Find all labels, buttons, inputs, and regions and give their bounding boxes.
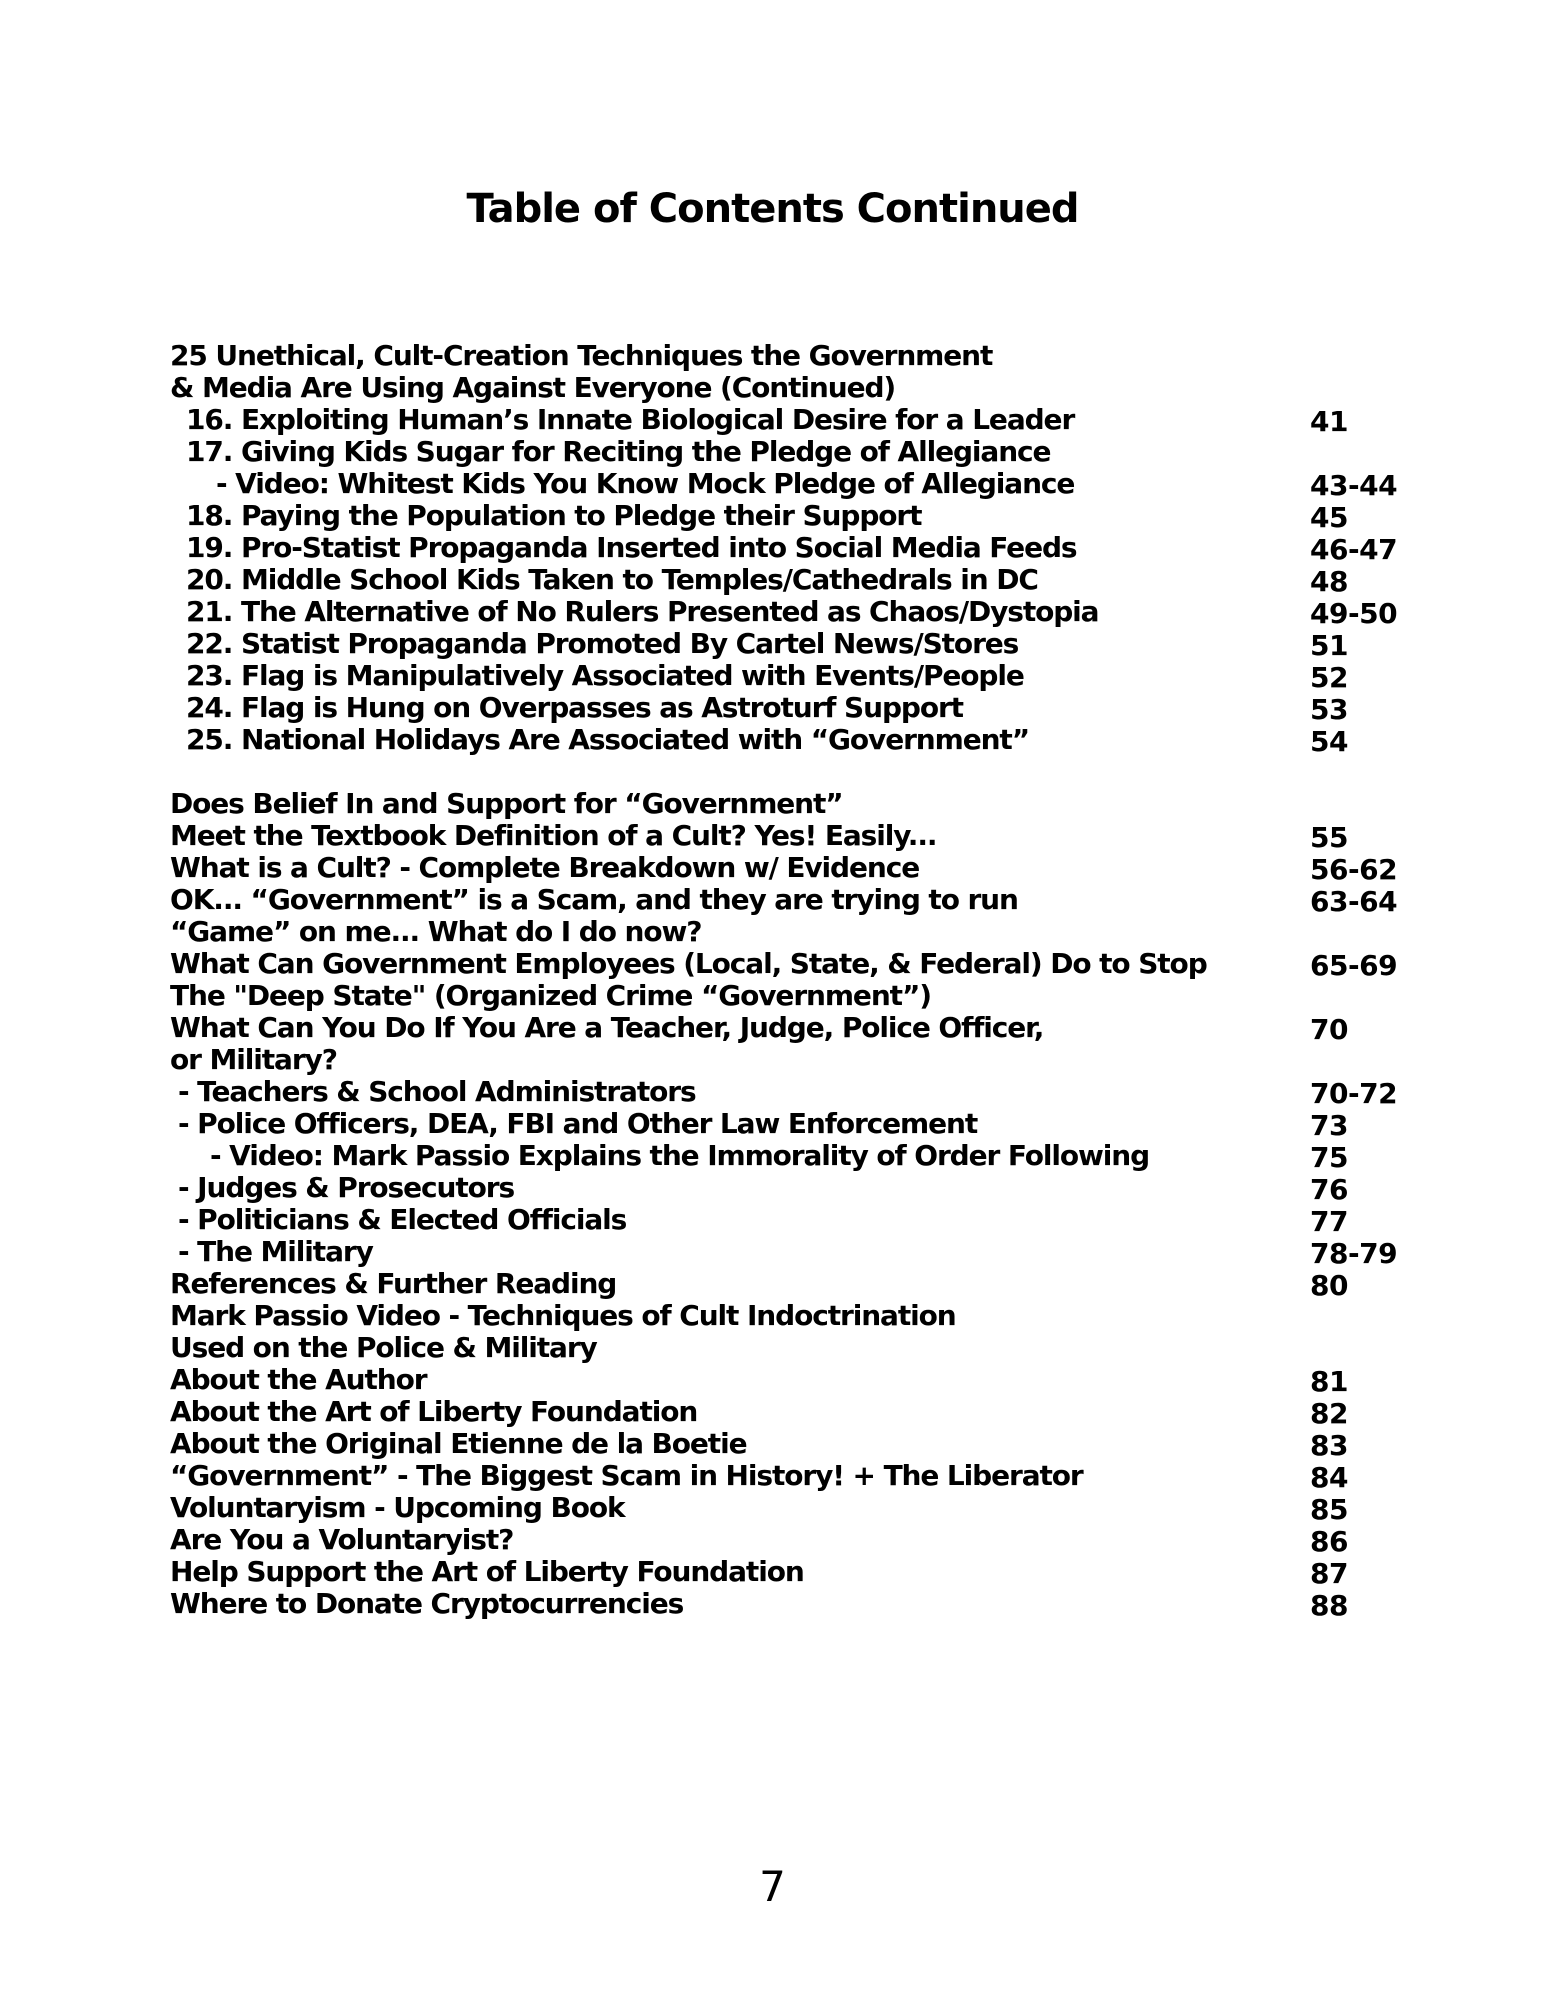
page-title: Table of Contents Continued [466, 186, 1079, 232]
toc-entry-title: Meet the Textbook Definition of a Cult? Yes! Easily... [170, 819, 937, 852]
toc-entry [170, 916, 1420, 948]
toc-entry [170, 660, 1420, 692]
toc-entry [170, 692, 1420, 724]
toc-entry-page-number: 63-64 [1310, 885, 1398, 918]
toc-entry-title: 20. Middle School Kids Taken to Temples/Cathedrals in DC [186, 563, 1038, 596]
toc-entry-title: What Can Government Employees (Local, State, & Federal) Do to Stop [170, 947, 1207, 980]
toc-entry-title: 25. National Holidays Are Associated with “Government” [186, 723, 1030, 756]
toc-entry [170, 1428, 1420, 1460]
toc-entry [170, 1364, 1420, 1396]
toc-entry-title: Does Belief In and Support for “Government” [170, 787, 843, 820]
toc-entry-title: 24. Flag is Hung on Overpasses as Astroturf Support [186, 691, 963, 724]
toc-entry-title: About the Art of Liberty Foundation [170, 1395, 698, 1428]
toc-entry-page-number: 88 [1310, 1589, 1348, 1622]
toc-entry [170, 724, 1420, 756]
toc-entry-title: What is a Cult? - Complete Breakdown w/ Evidence [170, 851, 920, 884]
toc-entry-title: & Media Are Using Against Everyone (Continued) [170, 371, 896, 404]
toc-entry-page-number: 54 [1310, 725, 1348, 758]
toc-entry-page-number: 43-44 [1310, 469, 1398, 502]
toc-entry-title: 16. Exploiting Human’s Innate Biological Desire for a Leader [186, 403, 1075, 436]
toc-entry [170, 1396, 1420, 1428]
toc-entry-title: - Judges & Prosecutors [178, 1171, 515, 1204]
toc-entry [170, 1556, 1420, 1588]
toc-entry-title: About the Author [170, 1363, 427, 1396]
toc-entry [170, 1140, 1420, 1172]
toc-entry [170, 820, 1420, 852]
toc-entry-title: - Video: Whitest Kids You Know Mock Pledge of Allegiance [216, 467, 1075, 500]
toc-entry [170, 628, 1420, 660]
toc-entry [170, 1012, 1420, 1044]
toc-entry-title: 17. Giving Kids Sugar for Reciting the Pledge of Allegiance [186, 435, 1051, 468]
toc-entry-title: - Video: Mark Passio Explains the Immorality of Order Following [210, 1139, 1150, 1172]
toc-entry-page-number: 56-62 [1310, 853, 1398, 886]
toc-entry-page-number: 80 [1310, 1269, 1348, 1302]
toc-entry-page-number: 78-79 [1310, 1237, 1398, 1270]
toc-entry [170, 1076, 1420, 1108]
toc-entry [170, 1044, 1420, 1076]
toc-entry-page-number: 76 [1310, 1173, 1348, 1206]
toc-entry-page-number: 46-47 [1310, 533, 1398, 566]
toc-entry [170, 788, 1420, 820]
toc-entry-title: - The Military [178, 1235, 373, 1268]
toc-entry [170, 372, 1420, 404]
toc-entry [170, 1332, 1420, 1364]
toc-entry-title: Mark Passio Video - Techniques of Cult Indoctrination [170, 1299, 956, 1332]
toc-entry-title: or Military? [170, 1043, 337, 1076]
toc-entry-page-number: 77 [1310, 1205, 1348, 1238]
toc-entry-page-number: 70 [1310, 1013, 1348, 1046]
toc-entry-title: Voluntaryism - Upcoming Book [170, 1491, 625, 1524]
toc-entry-title: 19. Pro-Statist Propaganda Inserted into Social Media Feeds [186, 531, 1077, 564]
toc-entry-title: References & Further Reading [170, 1267, 617, 1300]
toc-entry [170, 852, 1420, 884]
toc-entry-page-number: 82 [1310, 1397, 1348, 1430]
toc-entry-page-number: 83 [1310, 1429, 1348, 1462]
toc-entry-title: Used on the Police & Military [170, 1331, 597, 1364]
toc-entry [170, 404, 1420, 436]
toc-entry-title: Help Support the Art of Liberty Foundation [170, 1555, 804, 1588]
toc-entry-page-number: 45 [1310, 501, 1348, 534]
toc-entry-title: “Government” - The Biggest Scam in History! + The Liberator [170, 1459, 1083, 1492]
toc-entry [170, 468, 1420, 500]
toc-entry [170, 532, 1420, 564]
toc-entry-title: “Game” on me... What do I do now? [170, 915, 702, 948]
table-of-contents [170, 340, 1420, 1620]
page-number: 7 [759, 1862, 786, 1911]
toc-entry-title: 22. Statist Propaganda Promoted By Cartel News/Stores [186, 627, 1019, 660]
toc-entry-page-number: 85 [1310, 1493, 1348, 1526]
toc-entry-title: 18. Paying the Population to Pledge their Support [186, 499, 922, 532]
toc-entry-page-number: 81 [1310, 1365, 1348, 1398]
toc-entry [170, 884, 1420, 916]
toc-entry [170, 1524, 1420, 1556]
toc-entry-title: OK... “Government” is a Scam, and they are trying to run [170, 883, 1018, 916]
toc-entry-page-number: 86 [1310, 1525, 1348, 1558]
toc-entry-title: 21. The Alternative of No Rulers Presented as Chaos/Dystopia [186, 595, 1099, 628]
toc-entry-page-number: 52 [1310, 661, 1348, 694]
toc-entry-title: Where to Donate Cryptocurrencies [170, 1587, 684, 1620]
toc-entry [170, 1588, 1420, 1620]
toc-entry [170, 1460, 1420, 1492]
toc-entry-page-number: 49-50 [1310, 597, 1398, 630]
toc-entry-title: Are You a Voluntaryist? [170, 1523, 514, 1556]
toc-entry-page-number: 41 [1310, 405, 1348, 438]
toc-entry-page-number: 73 [1310, 1109, 1348, 1142]
toc-entry-title: - Politicians & Elected Officials [178, 1203, 627, 1236]
toc-entry-title: What Can You Do If You Are a Teacher, Judge, Police Officer, [170, 1011, 1044, 1044]
toc-entry [170, 1268, 1420, 1300]
toc-entry [170, 1108, 1420, 1140]
toc-entry [170, 1492, 1420, 1524]
toc-entry-page-number: 84 [1310, 1461, 1348, 1494]
toc-entry [170, 500, 1420, 532]
toc-entry-page-number: 55 [1310, 821, 1348, 854]
toc-entry [170, 948, 1420, 980]
toc-entry [170, 1172, 1420, 1204]
toc-entry-page-number: 70-72 [1310, 1077, 1398, 1110]
toc-entry [170, 980, 1420, 1012]
toc-entry-title: - Police Officers, DEA, FBI and Other Law Enforcement [178, 1107, 978, 1140]
toc-entry-page-number: 65-69 [1310, 949, 1398, 982]
toc-entry-title: The "Deep State" (Organized Crime “Government”) [170, 979, 931, 1012]
toc-entry [170, 596, 1420, 628]
toc-entry-title: 23. Flag is Manipulatively Associated with Events/People [186, 659, 1024, 692]
toc-entry [170, 340, 1420, 372]
toc-entry [170, 436, 1420, 468]
toc-entry [170, 1204, 1420, 1236]
toc-entry [170, 1300, 1420, 1332]
toc-entry-page-number: 87 [1310, 1557, 1348, 1590]
toc-entry-title: 25 Unethical, Cult-Creation Techniques the Government [170, 339, 993, 372]
toc-entry-title: - Teachers & School Administrators [178, 1075, 696, 1108]
toc-entry-page-number: 75 [1310, 1141, 1348, 1174]
toc-entry [170, 564, 1420, 596]
toc-entry [170, 1236, 1420, 1268]
toc-entry-title: About the Original Etienne de la Boetie [170, 1427, 747, 1460]
toc-entry-page-number: 53 [1310, 693, 1348, 726]
toc-entry-page-number: 51 [1310, 629, 1348, 662]
toc-entry-page-number: 48 [1310, 565, 1348, 598]
